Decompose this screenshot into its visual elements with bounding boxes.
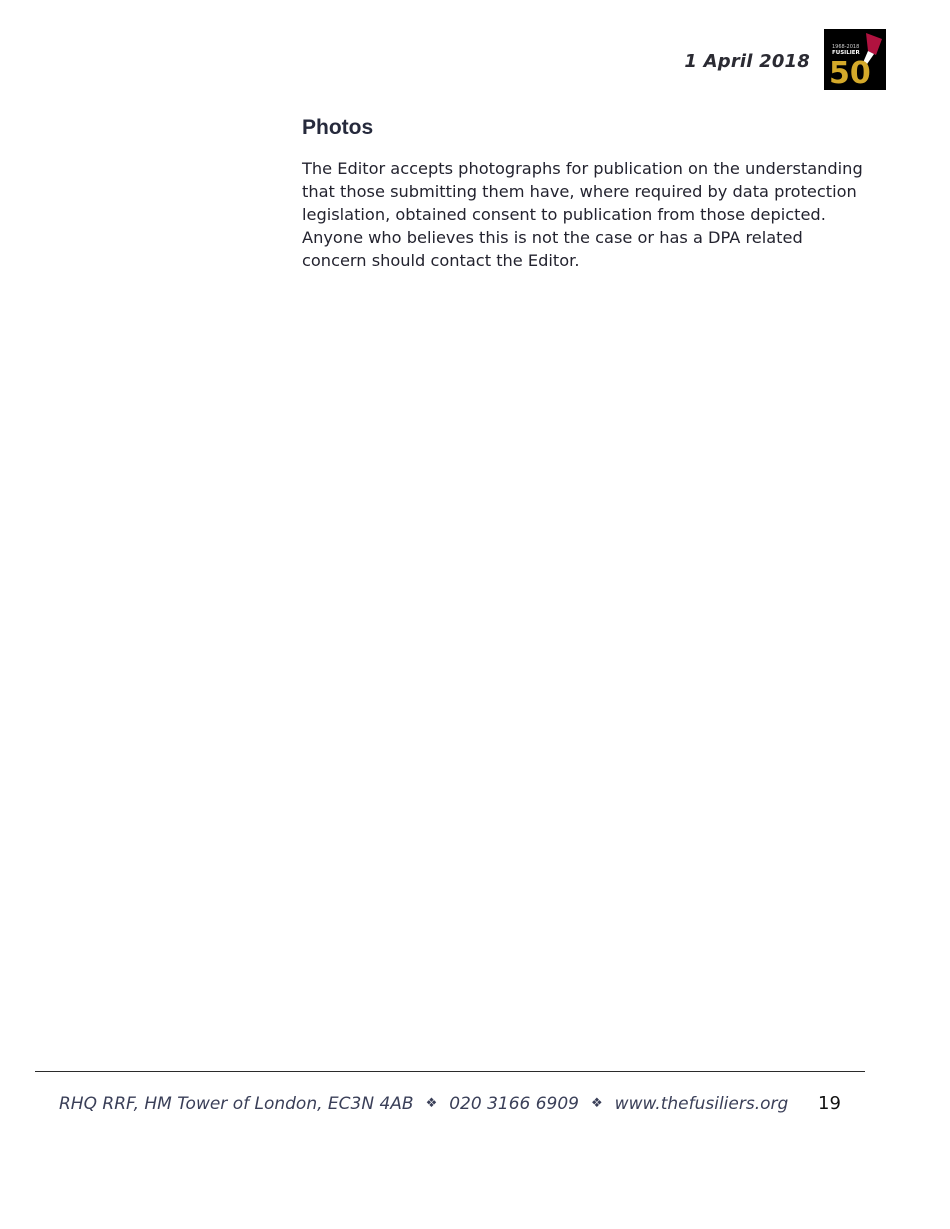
separator-icon: ❖ xyxy=(425,1096,438,1111)
page-number: 19 xyxy=(818,1093,841,1114)
footer-phone: 020 3166 6909 xyxy=(449,1094,580,1114)
issue-date: 1 April 2018 xyxy=(684,51,810,72)
section-body: The Editor accepts photographs for publication on the understanding that those submitting them have, where required by data protection legislation, obtained consent to publication from those depicted. Anyone who believes this is not the case or has a DPA related concern should contact the Editor. xyxy=(302,159,863,270)
logo-name-text: FUSILIER xyxy=(832,50,860,56)
section-heading: Photos xyxy=(302,116,374,139)
fusilier-50-logo xyxy=(824,29,886,90)
footer-address: RHQ RRF, HM Tower of London, EC3N 4AB xyxy=(59,1094,414,1114)
footer-contact xyxy=(59,1094,788,1114)
logo-years-text: 1968-2018 xyxy=(832,44,860,50)
footer-divider xyxy=(35,1071,865,1072)
separator-icon: ❖ xyxy=(591,1096,603,1111)
fusilier-50-logo-graphic xyxy=(824,29,886,90)
footer-website[interactable]: www.thefusiliers.org xyxy=(614,1094,789,1114)
logo-number-text: 50 xyxy=(829,56,871,90)
